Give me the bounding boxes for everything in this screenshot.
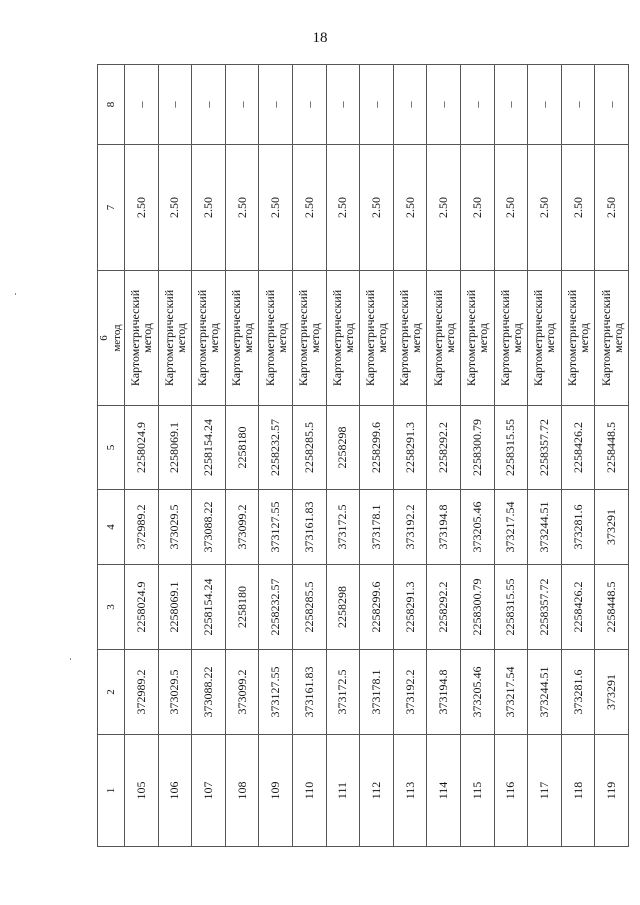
description-cell: –: [595, 65, 629, 145]
point-number-cell: 105: [125, 735, 159, 847]
method-cell: Картометрический метод: [561, 271, 595, 406]
point-number-cell: 107: [192, 735, 226, 847]
accuracy-cell: 2.50: [125, 145, 159, 271]
x-coordinate-cell: 373217.54: [494, 650, 528, 735]
point-number-cell: 117: [528, 735, 562, 847]
x-coordinate-cell: 373127.55: [259, 650, 293, 735]
table-header-row: [98, 65, 125, 847]
table-row: [460, 65, 494, 847]
description-cell: –: [192, 65, 226, 145]
x-coordinate-cell: 373291: [595, 650, 629, 735]
accuracy-cell: 2.50: [393, 145, 427, 271]
column-header-number: 6: [98, 335, 110, 341]
table-row: [360, 65, 394, 847]
method-cell: Картометрический метод: [460, 271, 494, 406]
y-coordinate-cell: 2258232.57: [259, 406, 293, 490]
x-coordinate-cell: 373244.51: [528, 650, 562, 735]
accuracy-cell: 2.50: [460, 145, 494, 271]
x-coordinate-cell: 373217.54: [494, 490, 528, 565]
method-cell: Картометрический метод: [225, 271, 259, 406]
x-coordinate-cell: 373029.5: [158, 650, 192, 735]
table-row: [259, 65, 293, 847]
column-header-note: метод: [111, 324, 123, 352]
y-coordinate-cell: 2258357.72: [528, 565, 562, 650]
y-coordinate-cell: 2258298: [326, 565, 360, 650]
table-row: [125, 65, 159, 847]
column-header: 5: [98, 406, 125, 490]
description-cell: –: [561, 65, 595, 145]
table-row: [158, 65, 192, 847]
column-header: 3: [98, 565, 125, 650]
description-cell: –: [528, 65, 562, 145]
y-coordinate-cell: 2258448.5: [595, 565, 629, 650]
table-row: [427, 65, 461, 847]
x-coordinate-cell: 373291: [595, 490, 629, 565]
description-cell: –: [225, 65, 259, 145]
accuracy-cell: 2.50: [360, 145, 394, 271]
description-cell: –: [360, 65, 394, 145]
accuracy-cell: 2.50: [292, 145, 326, 271]
accuracy-cell: 2.50: [192, 145, 226, 271]
column-header: [98, 271, 125, 406]
accuracy-cell: 2.50: [595, 145, 629, 271]
accuracy-cell: 2.50: [494, 145, 528, 271]
x-coordinate-cell: 373192.2: [393, 650, 427, 735]
x-coordinate-cell: 373127.55: [259, 490, 293, 565]
y-coordinate-cell: 2258180: [225, 406, 259, 490]
description-cell: –: [460, 65, 494, 145]
description-cell: –: [158, 65, 192, 145]
method-cell: Картометрический метод: [192, 271, 226, 406]
x-coordinate-cell: 372989.2: [125, 650, 159, 735]
y-coordinate-cell: 2258298: [326, 406, 360, 490]
table-row: [292, 65, 326, 847]
y-coordinate-cell: 2258357.72: [528, 406, 562, 490]
method-cell: Картометрический метод: [494, 271, 528, 406]
method-cell: Картометрический метод: [595, 271, 629, 406]
method-cell: Картометрический метод: [393, 271, 427, 406]
table-row: [561, 65, 595, 847]
x-coordinate-cell: 373099.2: [225, 650, 259, 735]
point-number-cell: 109: [259, 735, 293, 847]
page-number: 18: [312, 30, 328, 46]
column-header: 4: [98, 490, 125, 565]
y-coordinate-cell: 2258315.55: [494, 565, 528, 650]
point-number-cell: 116: [494, 735, 528, 847]
scan-mark: [15, 293, 16, 295]
y-coordinate-cell: 2258300.79: [460, 406, 494, 490]
x-coordinate-cell: 373205.46: [460, 490, 494, 565]
column-header: 2: [98, 650, 125, 735]
description-cell: –: [393, 65, 427, 145]
accuracy-cell: 2.50: [326, 145, 360, 271]
x-coordinate-cell: 373172.5: [326, 650, 360, 735]
description-cell: –: [259, 65, 293, 145]
point-number-cell: 108: [225, 735, 259, 847]
y-coordinate-cell: 2258291.3: [393, 406, 427, 490]
description-cell: –: [125, 65, 159, 145]
y-coordinate-cell: 2258299.6: [360, 565, 394, 650]
accuracy-cell: 2.50: [561, 145, 595, 271]
y-coordinate-cell: 2258448.5: [595, 406, 629, 490]
y-coordinate-cell: 2258069.1: [158, 565, 192, 650]
table-row: [528, 65, 562, 847]
x-coordinate-cell: 373281.6: [561, 490, 595, 565]
point-number-cell: 114: [427, 735, 461, 847]
method-cell: Картометрический метод: [292, 271, 326, 406]
description-cell: –: [326, 65, 360, 145]
method-cell: Картометрический метод: [326, 271, 360, 406]
y-coordinate-cell: 2258292.2: [427, 406, 461, 490]
x-coordinate-cell: 373194.8: [427, 650, 461, 735]
y-coordinate-cell: 2258069.1: [158, 406, 192, 490]
point-number-cell: 112: [360, 735, 394, 847]
y-coordinate-cell: 2258285.5: [292, 565, 326, 650]
method-cell: Картометрический метод: [528, 271, 562, 406]
x-coordinate-cell: 373178.1: [360, 650, 394, 735]
point-number-cell: 118: [561, 735, 595, 847]
point-number-cell: 111: [326, 735, 360, 847]
method-cell: Картометрический метод: [259, 271, 293, 406]
x-coordinate-cell: 373205.46: [460, 650, 494, 735]
x-coordinate-cell: 372989.2: [125, 490, 159, 565]
x-coordinate-cell: 373161.83: [292, 650, 326, 735]
y-coordinate-cell: 2258024.9: [125, 565, 159, 650]
table-row: [595, 65, 629, 847]
x-coordinate-cell: 373088.22: [192, 490, 226, 565]
accuracy-cell: 2.50: [427, 145, 461, 271]
table-row: [225, 65, 259, 847]
table-row: [494, 65, 528, 847]
table-row: [326, 65, 360, 847]
x-coordinate-cell: 373161.83: [292, 490, 326, 565]
method-cell: Картометрический метод: [158, 271, 192, 406]
y-coordinate-cell: 2258426.2: [561, 406, 595, 490]
y-coordinate-cell: 2258154.24: [192, 565, 226, 650]
column-header: 8: [98, 65, 125, 145]
description-cell: –: [494, 65, 528, 145]
point-number-cell: 110: [292, 735, 326, 847]
column-header: 7: [98, 145, 125, 271]
table-row: [192, 65, 226, 847]
y-coordinate-cell: 2258315.55: [494, 406, 528, 490]
column-header: 1: [98, 735, 125, 847]
y-coordinate-cell: 2258154.24: [192, 406, 226, 490]
description-cell: –: [292, 65, 326, 145]
accuracy-cell: 2.50: [259, 145, 293, 271]
x-coordinate-cell: 373099.2: [225, 490, 259, 565]
method-cell: Картометрический метод: [427, 271, 461, 406]
scan-mark: [70, 658, 71, 660]
x-coordinate-cell: 373281.6: [561, 650, 595, 735]
method-cell: Картометрический метод: [125, 271, 159, 406]
y-coordinate-cell: 2258300.79: [460, 565, 494, 650]
x-coordinate-cell: 373244.51: [528, 490, 562, 565]
point-number-cell: 113: [393, 735, 427, 847]
x-coordinate-cell: 373194.8: [427, 490, 461, 565]
accuracy-cell: 2.50: [158, 145, 192, 271]
y-coordinate-cell: 2258024.9: [125, 406, 159, 490]
x-coordinate-cell: 373088.22: [192, 650, 226, 735]
coordinates-table: [97, 64, 629, 847]
y-coordinate-cell: 2258299.6: [360, 406, 394, 490]
x-coordinate-cell: 373029.5: [158, 490, 192, 565]
point-number-cell: 115: [460, 735, 494, 847]
y-coordinate-cell: 2258180: [225, 565, 259, 650]
accuracy-cell: 2.50: [528, 145, 562, 271]
rotated-table-wrapper: [97, 65, 629, 847]
point-number-cell: 119: [595, 735, 629, 847]
method-cell: Картометрический метод: [360, 271, 394, 406]
x-coordinate-cell: 373178.1: [360, 490, 394, 565]
table-row: [393, 65, 427, 847]
y-coordinate-cell: 2258426.2: [561, 565, 595, 650]
accuracy-cell: 2.50: [225, 145, 259, 271]
description-cell: –: [427, 65, 461, 145]
x-coordinate-cell: 373172.5: [326, 490, 360, 565]
y-coordinate-cell: 2258292.2: [427, 565, 461, 650]
x-coordinate-cell: 373192.2: [393, 490, 427, 565]
point-number-cell: 106: [158, 735, 192, 847]
y-coordinate-cell: 2258291.3: [393, 565, 427, 650]
y-coordinate-cell: 2258232.57: [259, 565, 293, 650]
y-coordinate-cell: 2258285.5: [292, 406, 326, 490]
